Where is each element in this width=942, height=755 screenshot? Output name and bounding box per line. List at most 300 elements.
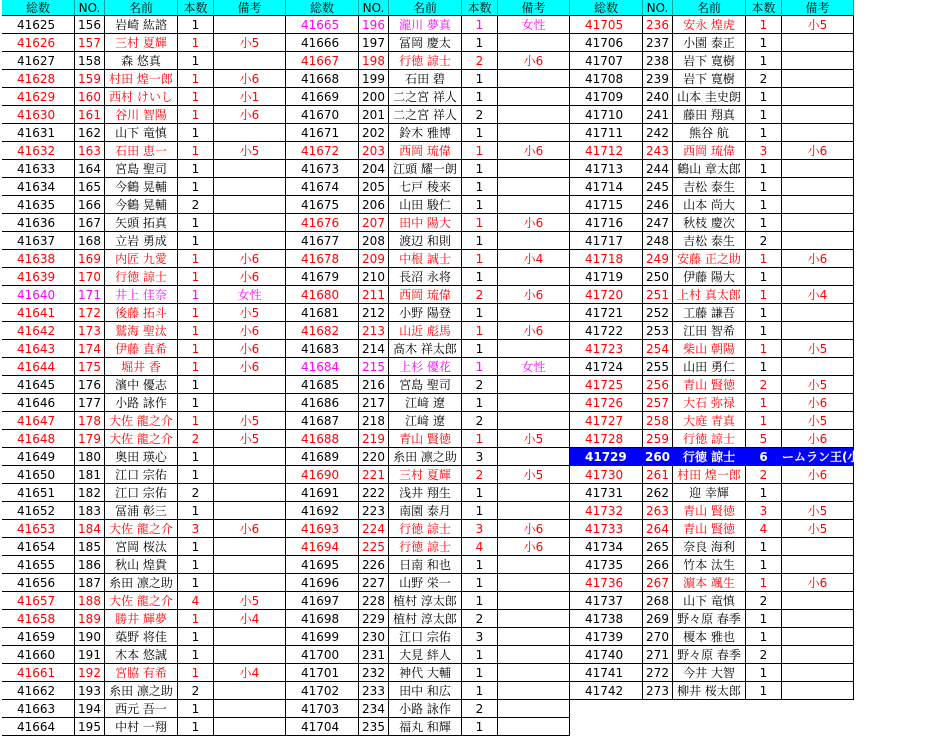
- cell-count[interactable]: 1: [462, 214, 498, 232]
- cell-note[interactable]: [498, 592, 570, 610]
- cell-no[interactable]: 257: [643, 394, 673, 412]
- cell-sid[interactable]: 41674: [286, 178, 359, 196]
- table-row[interactable]: [2, 466, 286, 484]
- cell-no[interactable]: 211: [359, 286, 389, 304]
- cell-count[interactable]: 1: [462, 592, 498, 610]
- cell-no[interactable]: 194: [75, 700, 105, 718]
- cell-count[interactable]: 1: [462, 646, 498, 664]
- cell-note[interactable]: [782, 52, 854, 70]
- cell-note[interactable]: [782, 268, 854, 286]
- cell-sid[interactable]: 41680: [286, 286, 359, 304]
- cell-note[interactable]: [782, 304, 854, 322]
- cell-no[interactable]: 164: [75, 160, 105, 178]
- cell-note[interactable]: [498, 160, 570, 178]
- cell-note[interactable]: 小6: [498, 322, 570, 340]
- cell-note[interactable]: 小5: [782, 376, 854, 394]
- cell-sid[interactable]: 41672: [286, 142, 359, 160]
- cell-no[interactable]: 229: [359, 610, 389, 628]
- cell-count[interactable]: 1: [178, 286, 214, 304]
- cell-sid[interactable]: 41666: [286, 34, 359, 52]
- cell-sid[interactable]: 41725: [570, 376, 643, 394]
- cell-count[interactable]: 1: [462, 664, 498, 682]
- cell-no[interactable]: 259: [643, 430, 673, 448]
- table-row[interactable]: [570, 664, 854, 682]
- cell-name[interactable]: 鈴木 雅博: [389, 124, 462, 142]
- cell-sid[interactable]: 41650: [2, 466, 75, 484]
- cell-name[interactable]: 藤田 翔真: [673, 106, 746, 124]
- cell-sid[interactable]: 41643: [2, 340, 75, 358]
- cell-name[interactable]: 浅井 翔生: [389, 484, 462, 502]
- cell-no[interactable]: 263: [643, 502, 673, 520]
- cell-sid[interactable]: 41703: [286, 700, 359, 718]
- cell-sid[interactable]: 41649: [2, 448, 75, 466]
- cell-no[interactable]: 166: [75, 196, 105, 214]
- table-row[interactable]: [570, 358, 854, 376]
- table-row[interactable]: [570, 52, 854, 70]
- cell-name[interactable]: 大佐 龍之介: [105, 592, 178, 610]
- cell-note[interactable]: [214, 178, 286, 196]
- cell-name[interactable]: 宮島 聖司: [105, 160, 178, 178]
- cell-no[interactable]: 250: [643, 268, 673, 286]
- table-row[interactable]: [286, 376, 570, 394]
- cell-name[interactable]: 鶴山 章太郎: [673, 160, 746, 178]
- cell-count[interactable]: 1: [462, 718, 498, 736]
- cell-no[interactable]: 186: [75, 556, 105, 574]
- cell-note[interactable]: 小6: [782, 430, 854, 448]
- cell-sid[interactable]: 41719: [570, 268, 643, 286]
- cell-name[interactable]: 植村 淳太郎: [389, 592, 462, 610]
- cell-name[interactable]: 今井 大智: [673, 664, 746, 682]
- table-row[interactable]: [2, 124, 286, 142]
- cell-note[interactable]: [498, 106, 570, 124]
- cell-sid[interactable]: 41678: [286, 250, 359, 268]
- cell-no[interactable]: 252: [643, 304, 673, 322]
- cell-sid[interactable]: 41682: [286, 322, 359, 340]
- table-row[interactable]: [570, 232, 854, 250]
- cell-count[interactable]: 2: [462, 52, 498, 70]
- cell-no[interactable]: 196: [359, 16, 389, 34]
- cell-sid[interactable]: 41740: [570, 646, 643, 664]
- table-row[interactable]: [286, 574, 570, 592]
- cell-no[interactable]: 215: [359, 358, 389, 376]
- cell-name[interactable]: 青山 賢徳: [673, 520, 746, 538]
- cell-name[interactable]: 柳井 桜太郎: [673, 682, 746, 700]
- cell-sid[interactable]: 41736: [570, 574, 643, 592]
- cell-sid[interactable]: 41659: [2, 628, 75, 646]
- cell-no[interactable]: 180: [75, 448, 105, 466]
- cell-count[interactable]: 1: [462, 394, 498, 412]
- cell-sid[interactable]: 41737: [570, 592, 643, 610]
- cell-name[interactable]: 髙木 祥太郎: [389, 340, 462, 358]
- table-row[interactable]: [2, 286, 286, 304]
- cell-no[interactable]: 237: [643, 34, 673, 52]
- cell-sid[interactable]: 41704: [286, 718, 359, 736]
- cell-sid[interactable]: 41626: [2, 34, 75, 52]
- cell-no[interactable]: 193: [75, 682, 105, 700]
- cell-no[interactable]: 161: [75, 106, 105, 124]
- table-row[interactable]: [286, 646, 570, 664]
- cell-count[interactable]: 1: [178, 52, 214, 70]
- cell-name[interactable]: 大佐 龍之介: [105, 430, 178, 448]
- cell-name[interactable]: 迎 幸輝: [673, 484, 746, 502]
- cell-name[interactable]: 小路 詠作: [389, 700, 462, 718]
- cell-count[interactable]: 4: [462, 538, 498, 556]
- cell-note[interactable]: 小5: [214, 430, 286, 448]
- cell-sid[interactable]: 41727: [570, 412, 643, 430]
- cell-no[interactable]: 190: [75, 628, 105, 646]
- cell-name[interactable]: 勝井 輝夢: [105, 610, 178, 628]
- cell-no[interactable]: 205: [359, 178, 389, 196]
- cell-note[interactable]: [782, 592, 854, 610]
- cell-no[interactable]: 195: [75, 718, 105, 736]
- table-row[interactable]: [286, 268, 570, 286]
- cell-note[interactable]: 小5: [214, 142, 286, 160]
- table-row[interactable]: [286, 628, 570, 646]
- cell-note[interactable]: 小4: [782, 286, 854, 304]
- cell-count[interactable]: 1: [462, 304, 498, 322]
- cell-name[interactable]: 糸田 凛之助: [105, 682, 178, 700]
- cell-name[interactable]: 植村 淳太郎: [389, 610, 462, 628]
- cell-note[interactable]: 小5: [782, 340, 854, 358]
- cell-no[interactable]: 227: [359, 574, 389, 592]
- cell-no[interactable]: 174: [75, 340, 105, 358]
- cell-no[interactable]: 217: [359, 394, 389, 412]
- cell-name[interactable]: 熊谷 航: [673, 124, 746, 142]
- table-row[interactable]: [2, 304, 286, 322]
- cell-count[interactable]: 1: [178, 466, 214, 484]
- table-row[interactable]: [2, 34, 286, 52]
- cell-count[interactable]: 1: [746, 304, 782, 322]
- table-row[interactable]: [286, 664, 570, 682]
- cell-count[interactable]: 1: [746, 538, 782, 556]
- table-row[interactable]: [286, 286, 570, 304]
- cell-sid[interactable]: 41637: [2, 232, 75, 250]
- cell-note[interactable]: [782, 196, 854, 214]
- table-row[interactable]: [570, 160, 854, 178]
- cell-count[interactable]: 1: [178, 88, 214, 106]
- cell-no[interactable]: 248: [643, 232, 673, 250]
- table-row[interactable]: [2, 556, 286, 574]
- table-row[interactable]: [286, 538, 570, 556]
- cell-count[interactable]: 1: [462, 556, 498, 574]
- cell-sid[interactable]: 41731: [570, 484, 643, 502]
- cell-sid[interactable]: 41714: [570, 178, 643, 196]
- cell-no[interactable]: 241: [643, 106, 673, 124]
- cell-sid[interactable]: 41638: [2, 250, 75, 268]
- cell-count[interactable]: 1: [178, 16, 214, 34]
- cell-count[interactable]: 5: [746, 430, 782, 448]
- cell-count[interactable]: 1: [746, 52, 782, 70]
- cell-name[interactable]: 秋山 煌貴: [105, 556, 178, 574]
- cell-name[interactable]: 山下 竜慎: [673, 592, 746, 610]
- cell-no[interactable]: 198: [359, 52, 389, 70]
- cell-name[interactable]: 行徳 諒士: [105, 268, 178, 286]
- cell-name[interactable]: 木本 悠誠: [105, 646, 178, 664]
- table-row[interactable]: [570, 448, 868, 466]
- cell-note[interactable]: [498, 304, 570, 322]
- cell-count[interactable]: 1: [178, 340, 214, 358]
- cell-count[interactable]: 1: [746, 16, 782, 34]
- cell-name[interactable]: 立岩 勇成: [105, 232, 178, 250]
- table-row[interactable]: [286, 34, 570, 52]
- cell-sid[interactable]: 41691: [286, 484, 359, 502]
- cell-count[interactable]: 1: [462, 268, 498, 286]
- cell-no[interactable]: 245: [643, 178, 673, 196]
- cell-name[interactable]: 宮島 聖司: [389, 376, 462, 394]
- cell-sid[interactable]: 41724: [570, 358, 643, 376]
- cell-count[interactable]: 1: [178, 322, 214, 340]
- cell-sid[interactable]: 41654: [2, 538, 75, 556]
- cell-no[interactable]: 168: [75, 232, 105, 250]
- cell-count[interactable]: 1: [462, 574, 498, 592]
- cell-sid[interactable]: 41696: [286, 574, 359, 592]
- table-row[interactable]: [286, 88, 570, 106]
- cell-no[interactable]: 234: [359, 700, 389, 718]
- cell-count[interactable]: 1: [462, 250, 498, 268]
- cell-no[interactable]: 272: [643, 664, 673, 682]
- cell-note[interactable]: 小5: [782, 520, 854, 538]
- cell-note[interactable]: 小6: [214, 70, 286, 88]
- cell-count[interactable]: 2: [462, 466, 498, 484]
- cell-count[interactable]: 1: [746, 628, 782, 646]
- cell-name[interactable]: 山下 竜慎: [105, 124, 178, 142]
- cell-count[interactable]: 3: [462, 628, 498, 646]
- cell-sid[interactable]: 41710: [570, 106, 643, 124]
- cell-no[interactable]: 210: [359, 268, 389, 286]
- cell-no[interactable]: 236: [643, 16, 673, 34]
- cell-no[interactable]: 271: [643, 646, 673, 664]
- table-row[interactable]: [286, 178, 570, 196]
- cell-count[interactable]: 1: [746, 610, 782, 628]
- cell-note[interactable]: 小4: [498, 250, 570, 268]
- cell-no[interactable]: 239: [643, 70, 673, 88]
- cell-no[interactable]: 175: [75, 358, 105, 376]
- cell-count[interactable]: 1: [178, 574, 214, 592]
- cell-note[interactable]: 小6: [214, 322, 286, 340]
- cell-sid[interactable]: 41676: [286, 214, 359, 232]
- cell-name[interactable]: 冨浦 彰三: [105, 502, 178, 520]
- table-row[interactable]: [2, 142, 286, 160]
- cell-sid[interactable]: 41627: [2, 52, 75, 70]
- cell-count[interactable]: 2: [746, 376, 782, 394]
- table-row[interactable]: [286, 214, 570, 232]
- cell-no[interactable]: 163: [75, 142, 105, 160]
- cell-count[interactable]: 1: [746, 412, 782, 430]
- cell-name[interactable]: 江田 智希: [673, 322, 746, 340]
- cell-sid[interactable]: 41716: [570, 214, 643, 232]
- cell-sid[interactable]: 41644: [2, 358, 75, 376]
- cell-name[interactable]: 山近 彪馬: [389, 322, 462, 340]
- cell-sid[interactable]: 41739: [570, 628, 643, 646]
- cell-sid[interactable]: 41738: [570, 610, 643, 628]
- cell-sid[interactable]: 41629: [2, 88, 75, 106]
- cell-sid[interactable]: 41693: [286, 520, 359, 538]
- cell-sid[interactable]: 41699: [286, 628, 359, 646]
- table-row[interactable]: [570, 646, 854, 664]
- cell-no[interactable]: 185: [75, 538, 105, 556]
- cell-note[interactable]: [498, 556, 570, 574]
- cell-sid[interactable]: 41631: [2, 124, 75, 142]
- cell-count[interactable]: 4: [746, 520, 782, 538]
- cell-count[interactable]: 1: [178, 106, 214, 124]
- cell-count[interactable]: 4: [178, 592, 214, 610]
- cell-note[interactable]: [498, 628, 570, 646]
- cell-note[interactable]: [214, 232, 286, 250]
- cell-count[interactable]: 2: [178, 430, 214, 448]
- cell-no[interactable]: 176: [75, 376, 105, 394]
- table-row[interactable]: [570, 628, 854, 646]
- cell-name[interactable]: 西岡 琉偉: [389, 142, 462, 160]
- cell-name[interactable]: 小路 詠作: [105, 394, 178, 412]
- cell-sid[interactable]: 41711: [570, 124, 643, 142]
- cell-name[interactable]: 西村 けいし: [105, 88, 178, 106]
- cell-sid[interactable]: 41670: [286, 106, 359, 124]
- table-row[interactable]: [570, 178, 854, 196]
- cell-sid[interactable]: 41655: [2, 556, 75, 574]
- cell-no[interactable]: 219: [359, 430, 389, 448]
- cell-note[interactable]: [498, 34, 570, 52]
- cell-sid[interactable]: 41656: [2, 574, 75, 592]
- cell-count[interactable]: 2: [746, 592, 782, 610]
- cell-count[interactable]: 1: [746, 34, 782, 52]
- cell-name[interactable]: 神代 大輔: [389, 664, 462, 682]
- cell-note[interactable]: [214, 556, 286, 574]
- table-row[interactable]: [570, 268, 854, 286]
- cell-note[interactable]: 女性: [498, 16, 570, 34]
- cell-name[interactable]: 大見 絆人: [389, 646, 462, 664]
- table-row[interactable]: [570, 610, 854, 628]
- cell-no[interactable]: 246: [643, 196, 673, 214]
- cell-sid[interactable]: 41708: [570, 70, 643, 88]
- cell-note[interactable]: [214, 124, 286, 142]
- cell-note[interactable]: [782, 124, 854, 142]
- cell-note[interactable]: 小6: [782, 250, 854, 268]
- cell-name[interactable]: 蒅野 将佳: [105, 628, 178, 646]
- table-row[interactable]: [2, 322, 286, 340]
- cell-name[interactable]: 山本 圭史朗: [673, 88, 746, 106]
- cell-sid[interactable]: 41660: [2, 646, 75, 664]
- cell-name[interactable]: 青山 賢徳: [673, 502, 746, 520]
- cell-count[interactable]: 3: [746, 502, 782, 520]
- cell-count[interactable]: 1: [746, 340, 782, 358]
- table-row[interactable]: [2, 592, 286, 610]
- cell-count[interactable]: 2: [462, 106, 498, 124]
- table-row[interactable]: [2, 106, 286, 124]
- cell-no[interactable]: 238: [643, 52, 673, 70]
- table-row[interactable]: [570, 520, 854, 538]
- cell-note[interactable]: 小6: [214, 106, 286, 124]
- cell-name[interactable]: 濵本 颯生: [673, 574, 746, 592]
- cell-sid[interactable]: 41633: [2, 160, 75, 178]
- cell-sid[interactable]: 41722: [570, 322, 643, 340]
- cell-name[interactable]: 石田 恵一: [105, 142, 178, 160]
- cell-note[interactable]: [214, 502, 286, 520]
- cell-note[interactable]: [214, 718, 286, 736]
- cell-count[interactable]: 1: [178, 700, 214, 718]
- table-row[interactable]: [286, 502, 570, 520]
- cell-note[interactable]: [782, 214, 854, 232]
- cell-count[interactable]: 1: [462, 340, 498, 358]
- cell-sid[interactable]: 41673: [286, 160, 359, 178]
- cell-name[interactable]: 行徳 諒士: [673, 448, 746, 466]
- cell-no[interactable]: 220: [359, 448, 389, 466]
- table-row[interactable]: [2, 196, 286, 214]
- cell-sid[interactable]: 41671: [286, 124, 359, 142]
- cell-name[interactable]: 糸田 凛之助: [105, 574, 178, 592]
- cell-note[interactable]: [498, 196, 570, 214]
- cell-sid[interactable]: 41667: [286, 52, 359, 70]
- cell-note[interactable]: [498, 646, 570, 664]
- cell-count[interactable]: 2: [746, 232, 782, 250]
- cell-no[interactable]: 204: [359, 160, 389, 178]
- cell-name[interactable]: 江口 宗佑: [389, 628, 462, 646]
- cell-no[interactable]: 273: [643, 682, 673, 700]
- table-row[interactable]: [286, 196, 570, 214]
- cell-no[interactable]: 233: [359, 682, 389, 700]
- table-row[interactable]: [286, 106, 570, 124]
- table-row[interactable]: [286, 466, 570, 484]
- cell-count[interactable]: 1: [746, 682, 782, 700]
- cell-note[interactable]: [214, 214, 286, 232]
- cell-note[interactable]: [214, 646, 286, 664]
- cell-no[interactable]: 244: [643, 160, 673, 178]
- cell-name[interactable]: 江﨑 遼: [389, 394, 462, 412]
- cell-note[interactable]: [782, 358, 854, 376]
- cell-name[interactable]: 小野 陽登: [389, 304, 462, 322]
- cell-count[interactable]: 1: [178, 358, 214, 376]
- cell-count[interactable]: 1: [178, 304, 214, 322]
- cell-sid[interactable]: 41726: [570, 394, 643, 412]
- cell-name[interactable]: 西岡 琉偉: [389, 286, 462, 304]
- cell-name[interactable]: 山野 栄一: [389, 574, 462, 592]
- cell-name[interactable]: 二之宮 祥人: [389, 88, 462, 106]
- cell-note[interactable]: [498, 340, 570, 358]
- cell-note[interactable]: 小5: [214, 304, 286, 322]
- cell-no[interactable]: 230: [359, 628, 389, 646]
- cell-count[interactable]: 1: [462, 16, 498, 34]
- cell-no[interactable]: 159: [75, 70, 105, 88]
- table-row[interactable]: [286, 250, 570, 268]
- table-row[interactable]: [570, 304, 854, 322]
- cell-name[interactable]: 大石 弥禄: [673, 394, 746, 412]
- cell-no[interactable]: 226: [359, 556, 389, 574]
- table-row[interactable]: [286, 358, 570, 376]
- table-row[interactable]: [570, 340, 854, 358]
- cell-name[interactable]: 井上 佳奈: [105, 286, 178, 304]
- cell-note[interactable]: 小4: [214, 664, 286, 682]
- table-row[interactable]: [570, 466, 854, 484]
- cell-note[interactable]: 小6: [214, 250, 286, 268]
- cell-note[interactable]: [782, 556, 854, 574]
- cell-name[interactable]: 後藤 拓斗: [105, 304, 178, 322]
- cell-count[interactable]: 1: [178, 232, 214, 250]
- cell-note[interactable]: 小5: [214, 412, 286, 430]
- table-row[interactable]: [286, 70, 570, 88]
- table-row[interactable]: [2, 412, 286, 430]
- table-row[interactable]: [2, 520, 286, 538]
- cell-name[interactable]: 石田 碧: [389, 70, 462, 88]
- cell-name[interactable]: 三村 夏輝: [105, 34, 178, 52]
- table-row[interactable]: [286, 412, 570, 430]
- cell-sid[interactable]: 41652: [2, 502, 75, 520]
- table-row[interactable]: [2, 16, 286, 34]
- cell-no[interactable]: 232: [359, 664, 389, 682]
- table-row[interactable]: [2, 646, 286, 664]
- cell-sid[interactable]: 41632: [2, 142, 75, 160]
- cell-note[interactable]: [214, 466, 286, 484]
- table-row[interactable]: [286, 124, 570, 142]
- cell-count[interactable]: 1: [178, 646, 214, 664]
